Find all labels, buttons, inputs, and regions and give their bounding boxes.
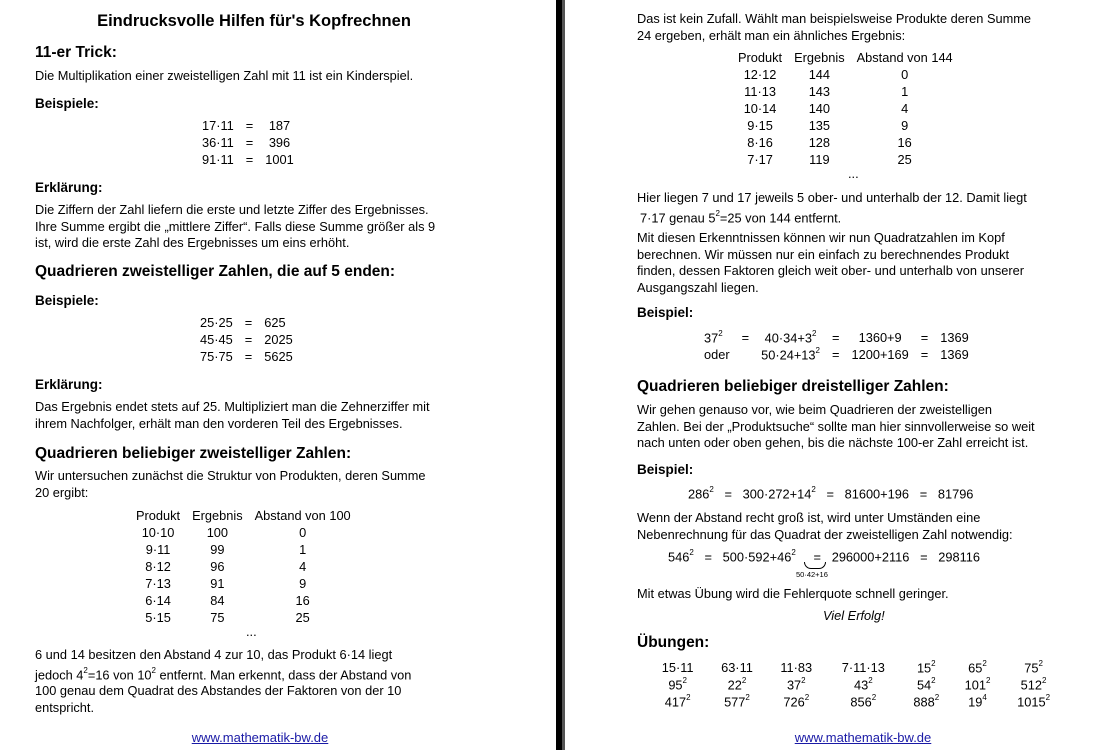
heading-quadrieren-zweistellig: Quadrieren beliebiger zweistelliger Zahlen:	[35, 445, 352, 462]
table-cell: 96	[210, 559, 225, 574]
examples-label-1: Beispiele:	[35, 96, 99, 111]
example-row	[196, 134, 300, 151]
table-row	[130, 592, 357, 609]
table-cell: 128	[808, 135, 831, 150]
table-cell: 9·11	[145, 542, 171, 557]
equation-term: oder	[704, 347, 730, 362]
equation-result: 1369	[940, 330, 969, 345]
table-row	[130, 575, 357, 592]
footer-link-left[interactable]: www.mathematik-bw.de	[191, 730, 329, 745]
heading-uebungen: Übungen:	[637, 634, 710, 651]
exercise-item	[1003, 659, 1064, 676]
intro-24	[637, 11, 1031, 44]
table-cell: 8·12	[145, 559, 171, 574]
superscript: 2	[804, 692, 810, 702]
table-row	[732, 117, 959, 134]
table-row	[130, 558, 357, 575]
table-cell: 7·17	[747, 152, 773, 167]
example-row	[196, 151, 300, 168]
wish-text: Viel Erfolg!	[823, 608, 885, 623]
text-line: Zahlen. Bei der „Produktsuche“ sollte man hier sinnvollerweise so weit	[637, 418, 1035, 434]
equals-sign: =	[813, 549, 822, 565]
text-span: 856	[850, 694, 872, 710]
equals-sign: =	[832, 330, 840, 345]
text-span: 888	[913, 694, 935, 710]
example-37-squared	[698, 329, 975, 363]
example-rhs: 625	[264, 315, 286, 330]
heading-11er-trick: 11-er Trick:	[35, 44, 117, 61]
text-line: entspricht.	[35, 700, 95, 716]
footer-link-right[interactable]: www.mathematik-bw.de	[794, 730, 932, 745]
table-cell: 9·15	[747, 118, 773, 133]
text-line: Das ist kein Zufall. Wählt man beispielsweise Produkte deren Summe	[637, 11, 1032, 26]
exercise-item	[1003, 693, 1064, 710]
text-span: 726	[783, 694, 805, 710]
table-cell: 9	[299, 576, 307, 591]
superscript: 2	[151, 665, 156, 675]
explain-text-3	[35, 647, 411, 717]
text-span: 19	[968, 694, 983, 710]
exercise-item	[707, 659, 766, 676]
text-span: 65	[968, 660, 983, 676]
superscript: 2	[982, 658, 987, 668]
example-lhs: 25·25	[200, 315, 233, 330]
exercise-item	[952, 676, 1003, 693]
table-cell: 0	[299, 525, 307, 540]
examples-squares-5	[194, 314, 299, 365]
heading-quadrieren-5: Quadrieren zweistelliger Zahlen, die auf 5 enden:	[35, 263, 396, 280]
example-rhs: 1001	[265, 152, 294, 167]
side-calculation-note: 50·42+16	[796, 570, 828, 579]
exercise-row	[648, 659, 1064, 676]
product-table-100	[130, 507, 357, 626]
nebenrechnung-text	[637, 510, 1013, 543]
explain-text-24	[637, 190, 1027, 226]
table-cell: 135	[808, 118, 831, 133]
text-span: 81796	[937, 486, 974, 502]
text-span: 546	[668, 549, 690, 565]
example-label-37: Beispiel:	[637, 305, 694, 320]
exercise-item	[952, 693, 1003, 710]
equals-sign: =	[244, 332, 253, 347]
table-row	[130, 609, 357, 626]
superscript: 2	[815, 345, 820, 355]
text-span: =25	[719, 209, 742, 225]
superscript: 2	[1042, 675, 1047, 685]
exercise-item	[826, 693, 901, 710]
exercise-item	[767, 693, 826, 710]
text-line: 100 genau dem Quadrat des Abstandes der Faktoren von der 10	[35, 683, 402, 699]
superscript: 2	[985, 675, 991, 685]
explain-label-1: Erklärung:	[35, 180, 103, 195]
text-span: 4	[76, 666, 84, 682]
text-span: 101	[964, 677, 986, 693]
table-cell: 25	[897, 152, 912, 167]
text-span: 6 und 14 besitzen den Abstand 4 zur 10, das Produkt	[35, 647, 340, 662]
method-text	[637, 230, 1024, 296]
text-span: von 144 entfernt.	[741, 209, 842, 225]
exercise-item	[901, 676, 952, 693]
text-line: Die Ziffern der Zahl liefern die erste und letzte Ziffer des Ergebnisses.	[35, 202, 429, 217]
table-cell: 16	[897, 135, 912, 150]
text-line: berechnen. Wir müssen nur ein einfach zu berechnendes Produkt	[637, 246, 1010, 262]
example-rhs: 187	[268, 118, 291, 133]
text-span: 417	[664, 694, 687, 710]
text-span: 40·34+3	[764, 330, 812, 346]
text-span: 296000+2116	[831, 549, 910, 565]
column-header: Abstand von 144	[856, 50, 953, 65]
text-line	[35, 647, 411, 664]
table-cell: 10·10	[141, 525, 175, 540]
table-cell: 140	[808, 101, 831, 116]
equation-term	[755, 346, 826, 363]
column-header: Abstand von 100	[254, 508, 351, 523]
text-span: 298116	[938, 549, 980, 565]
superscript: 2	[931, 658, 936, 668]
intro-zweistellig	[35, 468, 426, 501]
table-cell: 25	[295, 610, 310, 625]
equals-sign: =	[724, 486, 732, 502]
equals-sign: =	[920, 330, 929, 345]
superscript: 2	[791, 548, 796, 557]
superscript: 2	[83, 665, 88, 675]
table-cell: 9	[901, 118, 909, 133]
superscript: 2	[871, 692, 877, 702]
equals-sign: =	[920, 347, 929, 362]
table-cell: 4	[901, 101, 909, 116]
example-row	[698, 329, 975, 346]
exercise-item	[767, 676, 826, 693]
equals-sign: =	[826, 486, 834, 502]
text-span: 512	[1020, 677, 1042, 693]
text-span: 50·24+13	[761, 347, 816, 363]
explain-text-1	[35, 202, 435, 252]
superscript: 2	[811, 485, 816, 494]
underbrace-icon	[804, 562, 826, 569]
table-cell: 75	[210, 610, 225, 625]
text-line	[35, 664, 411, 684]
equals-sign: =	[245, 152, 254, 167]
superscript: 2	[931, 675, 936, 685]
table-cell: 16	[295, 593, 310, 608]
text-line: 20 ergibt:	[35, 484, 89, 500]
table-row	[732, 66, 959, 83]
superscript: 2	[745, 692, 750, 702]
table-cell: 12·12	[743, 67, 777, 82]
explain-label-2: Erklärung:	[35, 377, 103, 392]
table-row	[732, 83, 959, 100]
text-span: entfernt. Man erkennt, dass der Abstand von	[156, 666, 412, 682]
equation-term	[698, 329, 736, 346]
superscript: 2	[689, 548, 694, 557]
text-span: 37	[786, 677, 802, 693]
table-row	[130, 524, 357, 541]
text-span: genau	[665, 209, 709, 225]
table-ellipsis: ...	[246, 624, 257, 639]
superscript: 2	[801, 675, 806, 685]
table-cell: 99	[210, 542, 225, 557]
text-line: Wir untersuchen zunächst die Struktur von Produkten, deren Summe	[35, 468, 426, 483]
text-span: 7·11·13	[841, 660, 885, 675]
text-line: Wir gehen genauso vor, wie beim Quadrieren der zweistelligen	[637, 402, 992, 417]
equals-sign: =	[244, 349, 253, 364]
table-cell: 10·14	[743, 101, 777, 116]
text-span: 54	[916, 677, 932, 693]
text-span: 46	[777, 549, 792, 565]
exercise-item	[952, 659, 1003, 676]
table-cell: 143	[808, 84, 831, 99]
example-lhs: 45·45	[200, 332, 233, 347]
column-header: Ergebnis	[794, 50, 845, 65]
page-divider-shadow	[562, 0, 565, 750]
text-span: 5	[708, 209, 716, 225]
superscript: 2	[686, 692, 691, 702]
example-lhs: 17·11	[202, 118, 234, 133]
text-span: 15·11	[661, 660, 694, 675]
equals-sign: =	[832, 347, 840, 362]
exercise-item	[707, 693, 766, 710]
text-span: 75	[1024, 660, 1039, 676]
table-row	[732, 134, 959, 151]
table-cell: 1	[299, 542, 307, 557]
text-line	[637, 207, 1027, 227]
superscript: 2	[682, 675, 687, 685]
equation-term: 1200+169	[851, 347, 909, 362]
exercise-item	[826, 676, 901, 693]
text-span: 22	[727, 677, 742, 693]
table-cell: 6·14	[145, 593, 171, 608]
example-rhs: 2025	[264, 332, 293, 347]
text-span: 6·14	[339, 647, 366, 662]
table-cell: 8·16	[747, 135, 773, 150]
text-span: 63·11	[721, 660, 753, 675]
exercise-item	[767, 659, 826, 676]
exercise-item	[901, 659, 952, 676]
equals-sign: =	[245, 118, 254, 133]
exercise-table	[648, 659, 1064, 710]
exercise-row	[648, 676, 1064, 693]
text-line: Hier liegen 7 und 17 jeweils 5 ober- und unterhalb der 12. Damit liegt	[637, 190, 1027, 205]
example-rhs: 5625	[264, 349, 293, 364]
text-span: 500·592+	[722, 549, 778, 565]
text-line: Ihre Summe ergibt die „mittlere Ziffer“. Falls diese Summe größer als 9	[35, 218, 436, 234]
equals-sign: =	[920, 549, 928, 565]
table-row	[732, 151, 959, 168]
text-span: 300·272+14	[742, 486, 812, 502]
table-cell: 100	[206, 525, 229, 540]
explain-text-2	[35, 399, 430, 432]
superscript: 2	[1045, 692, 1051, 702]
text-line: Wenn der Abstand recht groß ist, wird unter Umständen eine	[637, 510, 981, 525]
exercise-row	[648, 693, 1064, 710]
equals-sign: =	[741, 330, 750, 345]
exercise-item	[1003, 676, 1064, 693]
exercise-item	[901, 693, 952, 710]
page-title: Eindrucksvolle Hilfen für's Kopfrechnen	[97, 12, 411, 30]
equals-sign: =	[704, 549, 712, 565]
table-cell: 84	[210, 593, 225, 608]
example-lhs: 36·11	[202, 135, 234, 150]
text-line: 24 ergeben, erhält man ein ähnliches Ergebnis:	[637, 27, 906, 43]
example-lhs: 75·75	[200, 349, 233, 364]
closing-text: Mit etwas Übung wird die Fehlerquote schnell geringer.	[637, 586, 949, 601]
superscript: 2	[868, 675, 873, 685]
text-span: 1015	[1017, 694, 1046, 710]
table-cell: 144	[808, 67, 831, 82]
text-span: 15	[916, 660, 932, 676]
example-row	[194, 348, 299, 365]
example-row	[698, 346, 975, 363]
exercise-item	[648, 693, 707, 710]
text-line: Das Ergebnis endet stets auf 25. Multipliziert man die Zehnerziffer mit	[35, 399, 430, 414]
text-line: ihrem Nachfolger, erhält man den vorderen Teil des Ergebnisses.	[35, 415, 403, 431]
superscript: 4	[982, 692, 987, 702]
text-span: 286	[688, 486, 710, 502]
column-header: Produkt	[738, 50, 783, 65]
text-span: =16	[87, 666, 110, 682]
dreistellig-text	[637, 402, 1035, 452]
superscript: 2	[741, 675, 747, 685]
superscript: 2	[718, 328, 723, 338]
equals-sign: =	[244, 315, 253, 330]
text-line: nach unten oder oben gehen, bis die nächste 100-er Zahl erreicht ist.	[637, 435, 1029, 451]
table-row	[732, 100, 959, 117]
table-header-row	[130, 507, 357, 524]
table-row	[130, 541, 357, 558]
text-span: 10	[137, 666, 152, 682]
example-row	[196, 117, 300, 134]
exercise-item	[707, 676, 766, 693]
example-row	[194, 314, 299, 331]
exercise-item	[648, 676, 707, 693]
text-line: finden, dessen Faktoren gleich weit ober- und unterhalb von unserer	[637, 263, 1024, 279]
example-row	[194, 331, 299, 348]
table-cell: 1	[901, 84, 909, 99]
example-label-286: Beispiel:	[637, 462, 694, 477]
table-cell: 11·13	[744, 84, 776, 99]
equation-term	[755, 329, 826, 346]
exercise-item	[648, 659, 707, 676]
examples-label-2: Beispiele:	[35, 293, 99, 308]
table-cell: 5·15	[145, 610, 171, 625]
superscript: 2	[715, 208, 720, 218]
example-lhs: 91·11	[202, 152, 234, 167]
equals-sign: =	[245, 135, 254, 150]
intro-11er: Die Multiplikation einer zweistelligen Zahl mit 11 ist ein Kinderspiel.	[35, 68, 414, 83]
text-span: 7·17	[640, 209, 666, 225]
superscript: 2	[1038, 658, 1043, 668]
column-header: Produkt	[136, 508, 181, 523]
table-header-row	[732, 49, 959, 66]
equation-term: 1360+9	[858, 330, 902, 345]
equation-result: 1369	[940, 347, 969, 362]
heading-dreistellig: Quadrieren beliebiger dreistelliger Zahlen:	[637, 378, 949, 395]
text-line: Ausgangszahl liegen.	[637, 279, 759, 295]
example-rhs: 396	[268, 135, 291, 150]
text-line: Mit diesen Erkenntnissen können wir nun Quadratzahlen im Kopf	[637, 230, 1005, 245]
table-cell: 7·13	[145, 576, 171, 591]
superscript: 2	[709, 485, 714, 494]
text-span: liegt	[365, 647, 393, 662]
equals-sign	[736, 346, 755, 363]
table-cell: 0	[901, 67, 909, 82]
table-cell: 119	[809, 152, 830, 167]
table-ellipsis: ...	[848, 166, 859, 181]
product-table-144	[732, 49, 959, 168]
table-cell: 4	[299, 559, 307, 574]
exercise-item	[826, 659, 901, 676]
text-span: 81600+196	[844, 486, 910, 502]
equals-sign: =	[919, 486, 928, 502]
superscript: 2	[811, 328, 817, 338]
text-span: jedoch	[35, 666, 77, 682]
text-span: 43	[853, 677, 869, 693]
examples-11er	[196, 117, 300, 168]
text-line: ist, wird die erste Zahl des Ergebnisses um eins erhöht.	[35, 235, 350, 251]
superscript: 2	[934, 692, 940, 702]
equation-286	[688, 486, 973, 501]
text-span: 95	[668, 677, 683, 693]
text-span: 37	[704, 330, 719, 346]
text-line: Nebenrechnung für das Quadrat der zweistelligen Zahl notwendig:	[637, 526, 1013, 542]
text-span: 577	[724, 694, 746, 710]
table-cell: 91	[210, 576, 225, 591]
text-span: 11·83	[780, 660, 813, 675]
column-header: Ergebnis	[192, 508, 243, 523]
text-span: von	[109, 666, 138, 682]
